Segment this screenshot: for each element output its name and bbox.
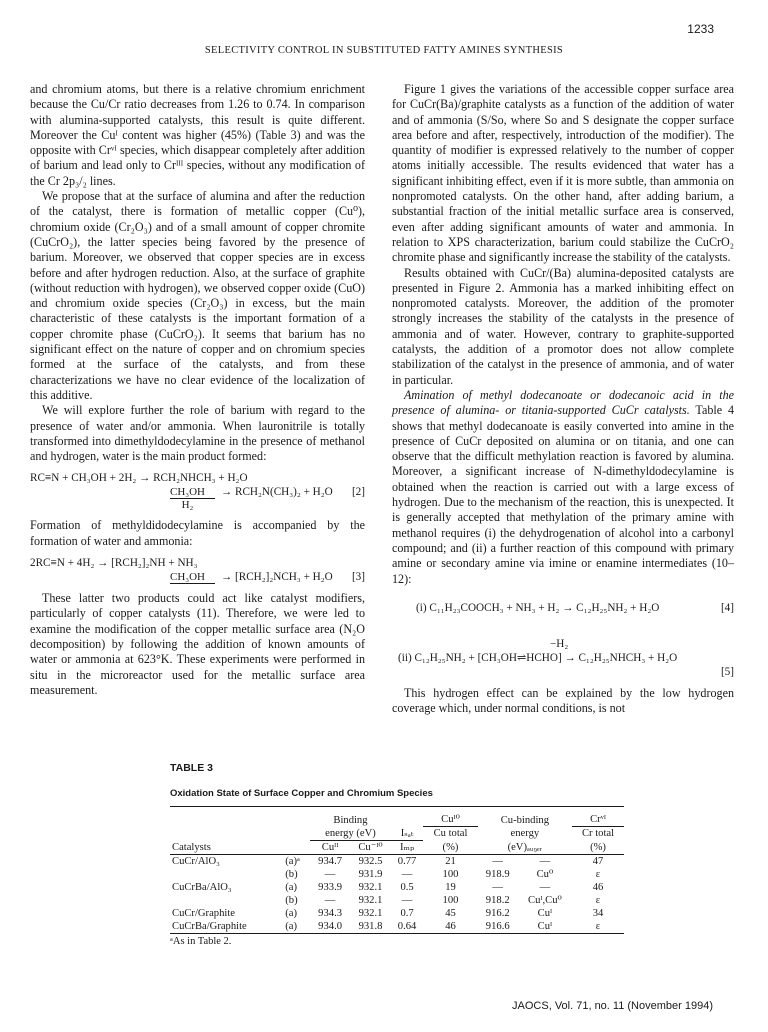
journal-footer: JAOCS, Vol. 71, no. 11 (November 1994) <box>512 1000 713 1012</box>
reagent-fraction <box>170 571 215 584</box>
cell: CuCrBa/Graphite <box>172 920 247 932</box>
cell <box>170 868 283 881</box>
cell: 0.64 <box>397 920 417 932</box>
equation-number: [3] <box>351 571 365 584</box>
cell: 934.0 <box>318 920 343 932</box>
col-header: (%) <box>442 841 459 853</box>
col-header: (%) <box>590 841 606 853</box>
cell: 918.9 <box>485 868 510 880</box>
cell: ε <box>595 894 601 906</box>
equation-line: → RCH₂N(CH₃)₂ + H₂O <box>221 486 333 499</box>
cell: 45 <box>445 907 456 919</box>
equation-line: (ii) C₁₂H₂₅NH₂ + [CH₃OH⇌HCHO] → C₁₂H₂₅NHCH₃ + H₂O <box>398 651 678 664</box>
cell: (b) <box>285 868 298 880</box>
cell: 918.2 <box>485 894 510 906</box>
equation-line: 2RC≡N + 4H₂ → [RCH₂]₂NH + NH₃ <box>30 557 198 570</box>
table-row <box>170 907 624 920</box>
cell: 19 <box>445 881 456 893</box>
paragraph-text: Table 4 shows that methyl dodecanoate is easily converted into amine in the presence of CuCr deposited on alumina or on titania, and one can observe that the difficult methylation reaction is favored by alumina. Moreover, a significant increase of N-dimethyldodecylamine is obtained when the reaction is carried out with a large excess of hydrogen. Due to the mechanism of the reaction, this is unexpected. It is generally accepted that methylation of the primary amine with methanol requires (i) the dehydrogenation of alcohol into a carbonyl compound; and (ii) a further reaction of this compound with primary amine or secondary amine via imine or enamine intermediates (10–12): <box>392 403 735 586</box>
col-header: Cu-binding <box>500 814 549 826</box>
cell: (b) <box>285 894 298 906</box>
equation-condition: −H₂ <box>550 637 569 650</box>
cell: (a) <box>285 920 298 932</box>
table-label: TABLE 3 <box>170 762 213 774</box>
equation-line: RC≡N + CH₃OH + 2H₂ → RCH₂NHCH₃ + H₂O <box>30 472 248 485</box>
cell: — <box>324 868 336 880</box>
fraction-top: CH₃OH <box>170 571 215 584</box>
cell: 934.3 <box>318 907 343 919</box>
col-header: Cuᴵᴵ <box>321 841 339 853</box>
equation-number: [5] <box>720 665 734 678</box>
fraction-top: CH₃OH <box>170 486 215 499</box>
cell: 0.5 <box>400 881 414 893</box>
col-header: energy <box>510 828 540 839</box>
cell: CuCrBa/AlO₃ <box>172 881 232 893</box>
cell: 21 <box>445 855 456 867</box>
cell: 100 <box>442 894 459 906</box>
left-column <box>30 82 365 698</box>
cell: 932.1 <box>358 907 383 919</box>
cell: Cu⁰ <box>536 868 554 880</box>
cell: ε <box>595 920 601 932</box>
cell: — <box>401 894 413 906</box>
col-header: Catalysts <box>172 841 211 853</box>
cell <box>170 894 283 907</box>
right-column <box>392 82 734 716</box>
col-header: Cu total <box>423 827 477 841</box>
cell: 931.9 <box>358 868 383 880</box>
equation-5 <box>392 637 734 679</box>
table-row <box>170 868 624 881</box>
cell: CuCr/Graphite <box>172 907 235 919</box>
paragraph: We propose that at the surface of alumina and after the reduction of the catalyst, there is formation of metallic copper (Cu⁰), chromium oxide (Cr₂O₃) and of a small amount of copper chromite (CuCrO₂), the latter species being favored by the presence of barium. Moreover, we observed that copper species are in excess before and after hydrogen reduction. Also, at the surface of graphite (without reduction with hydrogen), we observed copper oxide (CuO) and chromium oxide species (Cr₂O₃) in excess, but the main characteristic of these catalysts is the important formation of a copper chromite phase (CuCrO₂). It seems that barium has no significant effect on the nature of copper and on chromium species formed at the surface of the catalysts, and from these characterizations we have no clear evidence of the localization of this additive. <box>30 189 365 402</box>
cell: — <box>539 881 551 893</box>
section-heading: Amination of methyl dodecanoate or dodecanoic acid in the presence of alumina- or titania-supported CuCr catalysts. <box>392 387 734 418</box>
cell: 0.77 <box>397 855 417 867</box>
cell: 100 <box>442 868 459 880</box>
cell: Cuᴵ,Cu⁰ <box>528 894 562 906</box>
cell: — <box>324 894 336 906</box>
cell: 34 <box>592 907 604 919</box>
table-3 <box>170 762 650 947</box>
paragraph <box>392 388 734 587</box>
table-row <box>170 854 624 868</box>
col-header: (eV)ₐᵤ₉ₑᵣ <box>507 841 543 853</box>
table-row <box>170 920 624 934</box>
equation-line: → [RCH₂]₂NCH₃ + H₂O <box>221 571 333 584</box>
paragraph: We will explore further the role of barium with regard to the presence of water and/or ammonia. When lauronitrile is totally transformed into dimethyldodecylamine in the presence of methanol and hydrogen, water is the main product formed: <box>30 403 365 464</box>
cell: (a)ᵃ <box>285 855 300 867</box>
paragraph: Figure 1 gives the variations of the accessible copper surface area for CuCr(Ba)/graphite catalysts as a function of the addition of water and of ammonia (S/So, where So and S designate the copper surface area before and after, respectively, introduction of the modifier). The quantity of modifier is expressed relatively to the number of copper atoms initially accessible. The results evidenced that water has a significant inhibiting effect, even if it is more subtle, than ammonia on nonpromoted catalysts. On the other hand, after adding barium, a substantial fraction of the initial metallic surface area is conserved, even after adding significant amounts of water and ammonia. In relation to XPS characterization, barium could stabilize the CuCrO₂ chromite phase and significantly increase the stability of the catalysts. <box>392 82 734 265</box>
running-title: SELECTIVITY CONTROL IN SUBSTITUTED FATTY AMINES SYNTHESIS <box>204 45 564 56</box>
cell: 932.5 <box>358 855 383 867</box>
paragraph: Results obtained with CuCr/(Ba) alumina-deposited catalysts are presented in Figure 2. Ammonia has a marked inhibiting effect on nonpromoted catalysts. Moreover, the addition of the promoter strongly increases the stability of the catalysts in the presence of ammonia and of water. However, contrary to graphite-supported catalysts, the addition of a promotor does not allow complete stabilization of the catalyst in the presence of ammonia, and of water in particular. <box>392 265 734 387</box>
table-row <box>170 881 624 894</box>
equation-2 <box>30 471 365 511</box>
fraction-bottom: H₂ <box>181 499 194 512</box>
cell: (a) <box>285 881 298 893</box>
page-number: 1233 <box>687 22 714 36</box>
cell: 931.8 <box>358 920 383 932</box>
cell: ε <box>595 868 601 880</box>
col-header: Binding <box>333 814 368 826</box>
equation-number: [2] <box>351 486 365 499</box>
table-row <box>170 894 624 907</box>
table-caption: Oxidation State of Surface Copper and Chromium Species <box>170 788 433 799</box>
cell: 916.6 <box>485 920 510 932</box>
equation-4 <box>392 601 734 615</box>
cell: — <box>492 881 504 893</box>
table-footnote: ᵃAs in Table 2. <box>170 935 232 947</box>
cell: Cuᴵ <box>537 920 553 932</box>
col-header: Iₘₚ <box>399 841 415 853</box>
paragraph: and chromium atoms, but there is a relative chromium enrichment because the Cu/Cr ratio decreases from 1.26 to 0.74. In comparison with alumina-supported catalysts, this result is quite different. Moreover the Cuᴵ content was higher (45%) (Table 3) and was the opposite with Crᵛᴵ species, which disappear completely after addition of barium and lead only to Crᴵᴵᴵ species, without any modification of the Cr 2p₃/₂ lines. <box>30 82 365 188</box>
reagent-fraction <box>170 486 215 511</box>
equation-line: (i) C₁₁H₂₃COOCH₃ + NH₃ + H₂ → C₁₂H₂₅NH₂ + H₂O <box>416 601 660 614</box>
cell: — <box>401 868 413 880</box>
cell: 916.2 <box>485 907 510 919</box>
col-header: Cr total <box>572 827 624 841</box>
cell: (a) <box>285 907 298 919</box>
col-header: Cu⁻ᴵ⁰ <box>358 841 383 853</box>
cell: 932.1 <box>358 881 383 893</box>
equation-3 <box>30 556 365 584</box>
col-header: Cuᴵ⁰ <box>441 814 460 825</box>
cell: Cuᴵ <box>537 907 553 919</box>
paragraph: This hydrogen effect can be explained by the low hydrogen coverage which, under normal conditions, is not <box>392 685 734 716</box>
cell: CuCr/AlO₃ <box>172 855 220 867</box>
paragraph: These latter two products could act like catalyst modifiers, particularly of copper catalysts (11). Therefore, we were led to examine the modification of the copper metallic surface area (N₂O decomposition) by following the addition of known amounts of water or ammonia at 623°K. These experiments were performed in situ in the microreactor used for the metallic surface area measurement. <box>30 591 365 697</box>
cell: 46 <box>445 920 456 932</box>
col-header: Iₛₐₜ <box>391 827 423 841</box>
cell: — <box>539 855 551 867</box>
equation-number: [4] <box>720 601 734 614</box>
cell: 46 <box>592 881 604 893</box>
cell: 934.7 <box>318 855 343 867</box>
cell: 0.7 <box>400 907 414 919</box>
col-header: energy (eV) <box>310 827 391 841</box>
data-table <box>170 806 624 934</box>
cell: 933.9 <box>318 881 343 893</box>
paragraph: Formation of methyldidodecylamine is accompanied by the formation of water and ammonia: <box>30 518 365 548</box>
cell: 932.1 <box>358 894 383 906</box>
cell: — <box>492 855 504 867</box>
col-header: Crᵛᴵ <box>590 814 606 825</box>
cell: 47 <box>592 855 604 867</box>
